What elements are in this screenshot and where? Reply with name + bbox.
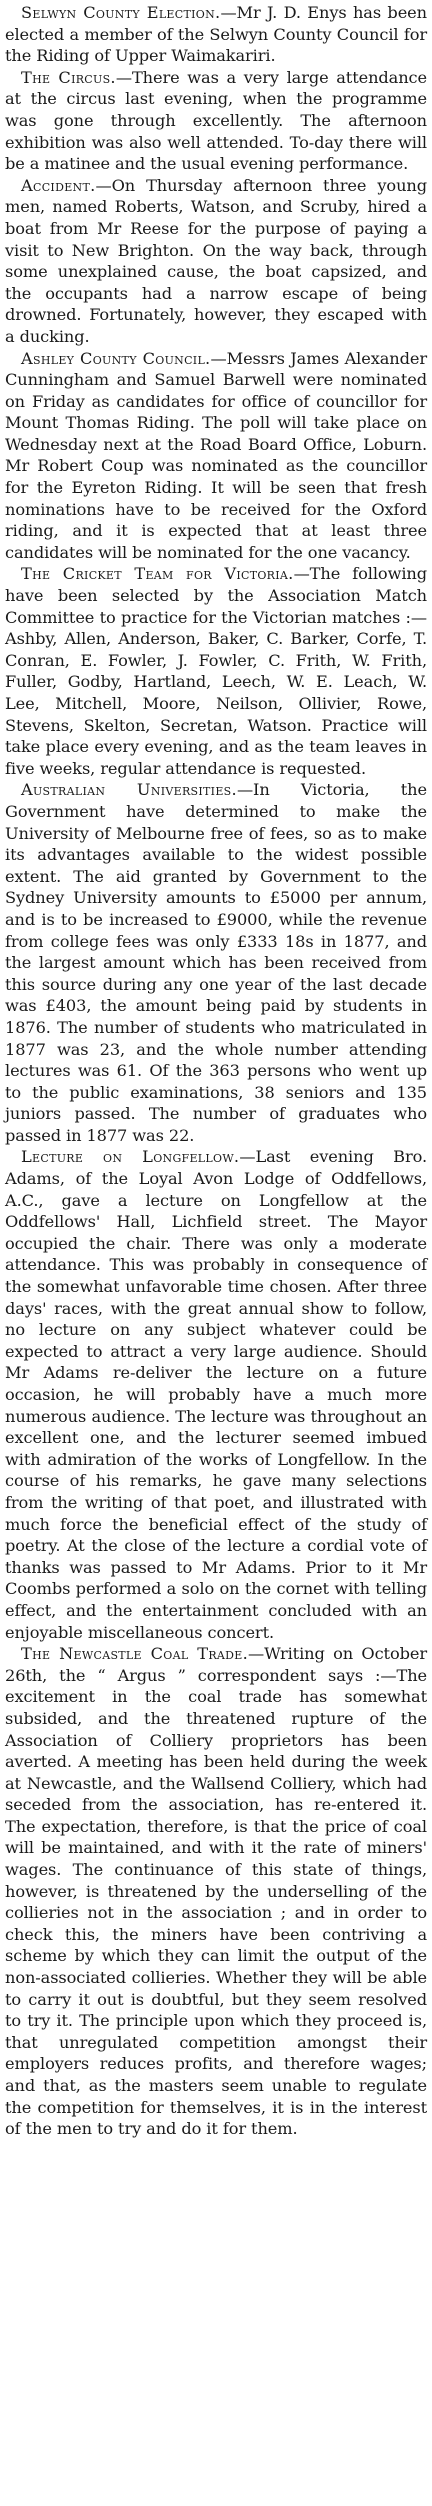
article-heading: Australian Universities. xyxy=(21,780,237,800)
article-ashley-county-council xyxy=(5,348,427,564)
article-selwyn-county-election xyxy=(5,2,427,67)
article-heading: Accident. xyxy=(21,175,96,195)
article-body: —Last evening Bro. Adams, of the Loyal Avon Lodge of Oddfellows, A.C., gave a lecture on Longfellow at the Oddfellows' Hall, Lichfield street. The Mayor occupied the chair. There was only a moderate attendance. This was probably in consequence of the somewhat unfavorable time chosen. After three days' races, with the great annual show to follow, no lecture on any subject whatever could be expected to attract a very large audience. Should Mr Adams re-deliver the lecture on a future occasion, he will probably have a much more numerous audience. The lecture was throughout an excellent one, and the lecturer seemed imbued with admiration of the works of Longfellow. In the course of his remarks, he gave many selections from the writing of that poet, and illustrated with much force the beneficial effect of the study of poetry. At the close of the lecture a cordial vote of thanks was passed to Mr Adams. Prior to it Mr Coombs performed a solo on the cornet with telling effect, and the entertainment concluded with an enjoyable miscellaneous concert. xyxy=(5,1147,427,1642)
article-body: —Mr J. D. Enys has been elected a member of the Selwyn County Council for the Riding of Upper Waimakariri. xyxy=(5,3,427,66)
article-heading: The Circus. xyxy=(21,67,116,87)
article-australian-universities xyxy=(5,779,427,1146)
article-heading: Lecture on Longfellow. xyxy=(21,1147,240,1167)
article-body: —There was a very large attendance at the circus last evening, when the programme was gone through excellently. The afternoon exhibition was also well attended. To-day there will be a matinee and the usual evening performance. xyxy=(5,67,428,174)
article-heading: The Newcastle Coal Trade. xyxy=(21,1644,249,1664)
newspaper-column xyxy=(5,2,427,2140)
article-body: —On Thursday afternoon three young men, named Roberts, Watson, and Scruby, hired a boat from Mr Reese for the purpose of paying a visit to New Brighton. On the way back, through some unexplained cause, the boat capsized, and the occupants had a narrow escape of being drowned. Fortunately, however, they escaped with a ducking. xyxy=(5,175,427,346)
article-the-circus xyxy=(5,67,427,175)
article-body: —The following have been selected by the Association Match Committee to practice for the Victorian matches :—Ashby, Allen, Anderson, Baker, C. Barker, Corfe, T. Conran, E. Fowler, J. Fowler, C. Frith, W. Frith, Fuller, Godby, Hartland, Leech, W. E. Leach, W. Lee, Mitchell, Moore, Neilson, Ollivier, Rowe, Stevens, Skelton, Secretan, Watson. Practice will take place every evening, and as the team leaves in five weeks, regular attendance is requested. xyxy=(5,564,427,778)
article-cricket-team-for-victoria xyxy=(5,563,427,779)
article-newcastle-coal-trade xyxy=(5,1643,427,2140)
article-body: —Messrs James Alexander Cunningham and Samuel Barwell were nominated on Friday as candidates for office of councillor for Mount Thomas Riding. The poll will take place on Wednesday next at the Road Board Office, Loburn. Mr Robert Coup was nominated as the councillor for the Eyreton Riding. It will be seen that fresh nominations have to be received for the Oxford riding, and it is expected that at least three candidates will be nominated for the one vacancy. xyxy=(5,348,428,562)
article-lecture-on-longfellow xyxy=(5,1146,427,1643)
article-heading: Ashley County Council. xyxy=(21,348,211,368)
article-heading: The Cricket Team for Victoria. xyxy=(21,564,294,584)
article-accident xyxy=(5,175,427,348)
article-body: —In Victoria, the Government have determined to make the University of Melbourne free of fees, so as to make its advantages available to the widest possible extent. The aid granted by Government to the Sydney University amounts to £5000 per annum, and is to be increased to £9000, while the revenue from college fees was only £333 18s in 1877, and the largest amount which has been received from this source during any one year of the last decade was £403, the amount being paid by students in 1876. The number of students who matriculated in 1877 was 23, and the whole number attending lectures was 61. Of the 363 persons who went up to the public examinations, 38 seniors and 135 juniors passed. The number of graduates who passed in 1877 was 22. xyxy=(5,780,427,1145)
article-heading: Selwyn County Election. xyxy=(21,3,221,22)
article-body: —Writing on October 26th, the “ Argus ” correspondent says :—The excitement in the coal trade has somewhat subsided, and the threatened rupture of the Association of Colliery proprietors has been averted. A meeting has been held during the week at Newcastle, and the Wallsend Colliery, which had seceded from the association, has re-entered it. The expectation, therefore, is that the price of coal will be maintained, and with it the rate of miners' wages. The continuance of this state of things, however, is threatened by the underselling of the collieries not in the association ; and in order to check this, the miners have been contriving a scheme by which they can limit the output of the non-associated collieries. Whether they will be able to carry it out is doubtful, but they seem resolved to try it. The principle upon which they proceed is, that unregulated competition amongst their employers reduces profits, and therefore wages; and that, as the masters seem unable to regulate the competition for themselves, it is in the interest of the men to try and do it for them. xyxy=(5,1644,427,2139)
